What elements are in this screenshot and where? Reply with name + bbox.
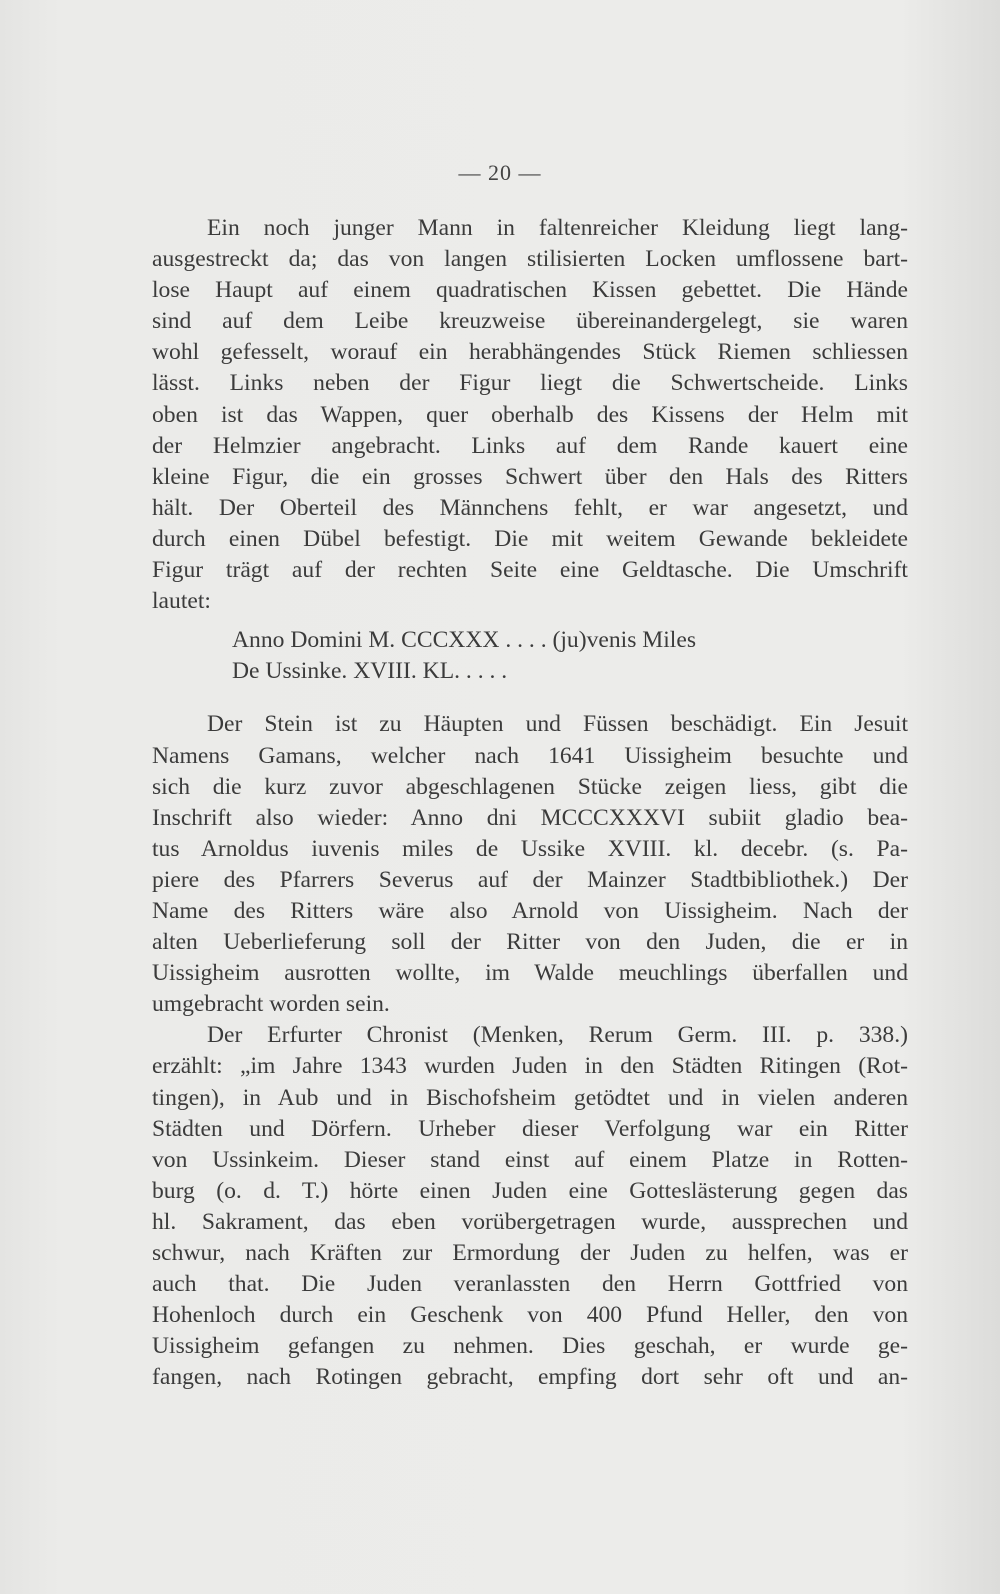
text-line: Städten und Dörfern. Urheber dieser Verfolgung war ein Ritter [152, 1115, 908, 1142]
text-line: wohl gefesselt, worauf ein herabhängendes Stück Riemen schliessen [152, 339, 908, 366]
text-line: sich die kurz zuvor abgeschlagenen Stücke zeigen liess, gibt die [152, 773, 908, 800]
text-line: Der Erfurter Chronist (Menken, Rerum Germ. III. p. 338.) [207, 1022, 908, 1049]
body-text [152, 213, 908, 1393]
text-line: schwur, nach Kräften zur Ermordung der Juden zu helfen, was er [152, 1240, 908, 1266]
text-line: sind auf dem Leibe kreuzweise übereinandergelegt, sie waren [152, 308, 908, 335]
text-line: ausgestreckt da; das von langen stilisierten Locken umflossene bart- [152, 246, 908, 273]
text-line: Hohenloch durch ein Geschenk von 400 Pfund Heller, den von [152, 1302, 908, 1329]
text-line: piere des Pfarrers Severus auf der Mainzer Stadtbibliothek.) Der [152, 866, 908, 893]
text-line: erzählt: „im Jahre 1343 wurden Juden in den Städten Ritingen (Rot- [152, 1053, 908, 1080]
text-line: Name des Ritters wäre also Arnold von Uissigheim. Nach der [152, 897, 908, 924]
text-line: Namens Gamans, welcher nach 1641 Uissigheim besuchte und [152, 742, 908, 769]
text-line: oben ist das Wappen, quer oberhalb des Kissens der Helm mit [152, 401, 908, 428]
text-line: Ein noch junger Mann in faltenreicher Kleidung liegt lang- [207, 215, 908, 241]
text-line: tus Arnoldus iuvenis miles de Ussike XVIII. kl. decebr. (s. Pa- [152, 835, 908, 862]
paragraph-1 [152, 213, 908, 617]
text-line: lautet: [152, 588, 211, 615]
paragraph-2 [152, 709, 908, 1020]
page-number: — 20 — [458, 160, 542, 185]
text-line: lässt. Links neben der Figur liegt die Schwertscheide. Links [152, 370, 908, 397]
text-line: Figur trägt auf der rechten Seite eine Geldtasche. Die Umschrift [152, 557, 908, 584]
inscription-line: De Ussinke. XVIII. KL. . . . . [232, 658, 508, 685]
text-line: burg (o. d. T.) hörte einen Juden eine Gotteslästerung gegen das [152, 1177, 908, 1204]
text-line: kleine Figur, die ein grosses Schwert über den Hals des Ritters [152, 463, 908, 490]
text-line: umgebracht worden sein. [152, 991, 390, 1018]
text-line: durch einen Dübel befestigt. Die mit weitem Gewande bekleidete [152, 525, 908, 552]
paragraph-3 [152, 1020, 908, 1393]
text-line: hl. Sakrament, das eben vorübergetragen wurde, aussprechen und [152, 1208, 908, 1235]
text-line: Uissigheim gefangen zu nehmen. Dies geschah, er wurde ge- [152, 1333, 908, 1360]
text-line: lose Haupt auf einem quadratischen Kissen gebettet. Die Hände [152, 277, 908, 304]
text-line: fangen, nach Rotingen gebracht, empfing dort sehr oft und an- [152, 1364, 908, 1391]
inscription-line: Anno Domini M. CCCXXX . . . . (ju)venis Miles [232, 627, 697, 654]
text-line: Der Stein ist zu Häupten und Füssen beschädigt. Ein Jesuit [207, 711, 908, 738]
text-line: auch that. Die Juden veranlassten den Herrn Gottfried von [152, 1271, 908, 1298]
text-line: hält. Der Oberteil des Männchens fehlt, er war angesetzt, und [152, 494, 908, 521]
text-line: tingen), in Aub und in Bischofsheim getödtet und in vielen anderen [152, 1084, 908, 1111]
text-line: Uissigheim ausrotten wollte, im Walde meuchlings überfallen und [152, 960, 908, 987]
text-line: Inschrift also wieder: Anno dni MCCCXXXVI subiit gladio bea- [152, 804, 908, 831]
text-line: alten Ueberlieferung soll der Ritter von den Juden, die er in [152, 929, 908, 956]
inscription [152, 625, 908, 687]
text-line: der Helmzier angebracht. Links auf dem Rande kauert eine [152, 432, 908, 459]
text-line: von Ussinkeim. Dieser stand einst auf einem Platze in Rotten- [152, 1146, 908, 1173]
